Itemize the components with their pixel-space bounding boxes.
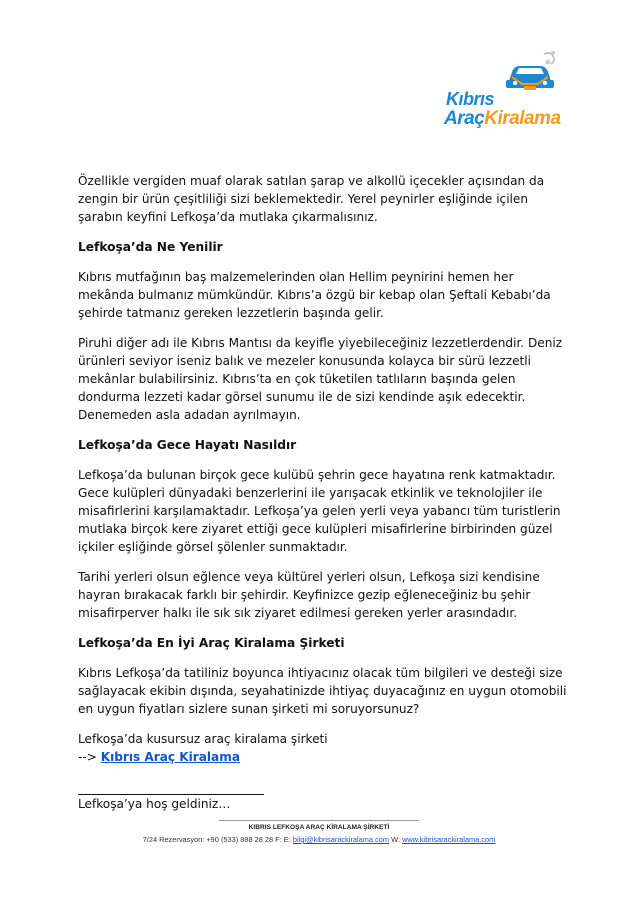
separator-line bbox=[78, 778, 264, 795]
footer-contact-prefix: 7/24 Rezervasyon: +90 (533) 888 28 28 F: E: bbox=[142, 835, 293, 844]
paragraph-rental-info: Kıbrıs Lefkoşa’da tatiliniz boyunca ihtiyacınız olacak tüm bilgileri ve desteği size sağlayacak ekibin dışında, seyahatinizde ihtiyaç duyacağınız en uygun otomobili en uygun fiyatları sizlere sunan şirketi mi soruyorsunuz? bbox=[78, 666, 567, 716]
paragraph-wine: Özellikle vergiden muaf olarak satılan şarap ve alkollü içecekler açısından da zengin bir ürün çeşitliliği sizi beklemektedir. Yerel peynirler eşliğinde içilen şarabın keyfini Lefkoşa’da mutlaka çıkarmalısınız. bbox=[78, 174, 545, 224]
document-body bbox=[78, 172, 568, 825]
paragraph-halloumi: Kıbrıs mutfağının baş malzemelerinden olan Hellim peynirini hemen her mekânda bulmanız mümkündür. Kıbrıs’a özgü bir kebap olan Şeftali Kebabı’da şehirde tatmanız gereken lezzetlerin başında gelir. bbox=[78, 270, 551, 320]
company-logo bbox=[442, 44, 560, 140]
logo-text-kibris: Kıbrıs bbox=[446, 89, 495, 109]
kibris-arac-kiralama-link[interactable]: Kıbrıs Araç Kiralama bbox=[100, 750, 240, 764]
heading-what-to-eat: Lefkoşa’da Ne Yenilir bbox=[78, 240, 223, 254]
footer-email-link[interactable]: bilgi@kibrisarackiralama.com bbox=[292, 835, 390, 844]
logo-text-arac: Araç bbox=[444, 108, 485, 129]
car-logo-icon bbox=[500, 50, 560, 94]
footer-web-prefix: W: bbox=[389, 835, 403, 844]
page-footer bbox=[0, 820, 638, 844]
paragraph-piruhi: Piruhi diğer adı ile Kıbrıs Mantısı da keyifle yiyebileceğiniz lezzetlerdendir. Deniz ürünleri seviyor iseniz balık ve mezeler konusunda kolayca bir sürü lezzetli mekânlar bulabilirsiniz. Kıbrıs’ta en çok tüketilen tatlıların başında gelen dondurma lezzeti kadar görsel sunumu ile de sizi kendinde aşık edecektir. Denemeden asla adadan ayrılmayın. bbox=[78, 336, 563, 422]
footer-company-name: KIBRIS LEFKOŞA ARAÇ KİRALAMA ŞİRKETİ bbox=[248, 824, 390, 831]
closing-text: Lefkoşa’ya hoş geldiniz… bbox=[78, 797, 231, 811]
footer-contact-line bbox=[0, 835, 638, 844]
footer-divider bbox=[219, 820, 419, 821]
paragraph-historic-places: Tarihi yerleri olsun eğlence veya kültürel yerleri olsun, Lefkoşa sizi kendisine hayran bırakacak farklı bir şehirdir. Keyfinizce gezip eğleneceğiniz bu şehir misafirperver halkı ile sık sık ziyaret edilmesi gereken yerler arasındadır. bbox=[78, 570, 540, 620]
paragraph-rental-company: Lefkoşa’da kusursuz araç kiralama şirketi bbox=[78, 732, 328, 746]
link-line bbox=[78, 748, 568, 766]
paragraph-nightclubs: Lefkoşa’da bulunan birçok gece kulübü şehrin gece hayatına renk katmaktadır. Gece kulüpleri dünyadaki benzerlerini ile yarışacak etkinlik ve teknolojiler ile misafirlerini karşılamaktadır. Lefkoşa’ya gelen yerli veya yabancı tüm turistlerin mutlaka birçok kere ziyaret ettiği gece kulüpleri misafirlerine birbirinden güzel içkiler eşliğinde görsel şölenler sunmaktadır. bbox=[78, 468, 561, 554]
heading-nightlife: Lefkoşa’da Gece Hayatı Nasıldır bbox=[78, 438, 297, 452]
logo-text-kiralama: Kiralama bbox=[484, 108, 561, 129]
heading-best-rental-company: Lefkoşa’da En İyi Araç Kiralama Şirketi bbox=[78, 636, 345, 650]
logo-text-arac-kiralama bbox=[444, 108, 561, 130]
arrow-text: --> bbox=[78, 750, 101, 764]
footer-website-link[interactable]: www.kibrisarackiralama.com bbox=[402, 835, 496, 844]
